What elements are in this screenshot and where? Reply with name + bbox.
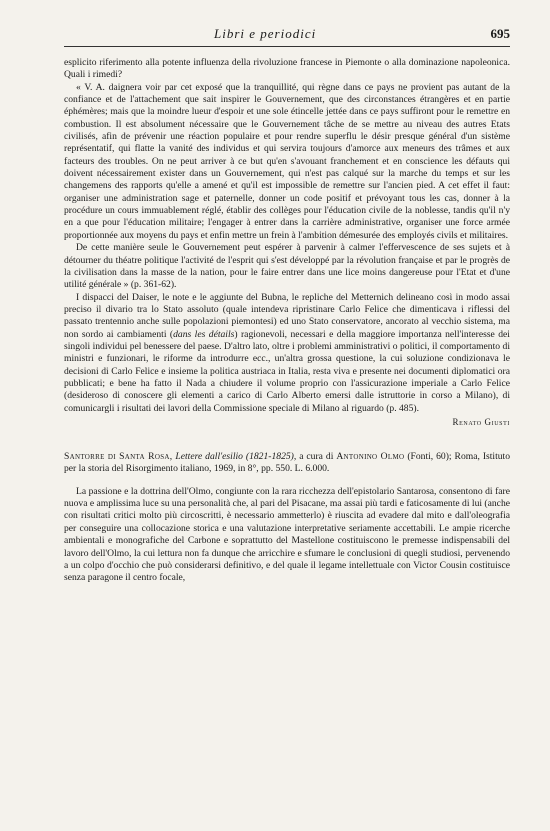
page-header (64, 26, 510, 47)
review-citation (64, 451, 510, 476)
review-editor: Antonino Olmo (336, 450, 405, 462)
section-spacer (64, 427, 510, 451)
running-title: Libri e periodici (214, 26, 317, 41)
article-continuation (64, 57, 510, 427)
opening-paragraph: esplicito riferimento alla potente influenza della rivoluzione francese in Piemonte o alla dominazione napoleonica. Quali i rimedi? (64, 57, 510, 81)
review-details: (Fonti, 60); Roma, Istituto per la storia del Risorgimento italiano, 1969, in 8°, pp. 550. L. 6.000. (64, 450, 511, 475)
closing-paragraph-part1: I dispacci del Daiser, le note e le aggiunte del Bubna, le repliche del Metternich delineano così in modo assai preciso il divario tra lo Stato assoluto (quale intendeva ripristinare Carlo Felice che dimenticava i riflessi del passato trentennio anche sulle popolazioni piemontesi) ed uno Stato conservatore, ancorato al vecchio sistema, ma non sordo ai cambiamenti ( (64, 291, 510, 340)
author-signature: Renato Giusti (452, 416, 510, 427)
review-body: La passione e la dottrina dell'Olmo, congiunte con la rara ricchezza dell'epistolario Santarosa, consentono di fare nuova e amplissima luce su una personalità che, al pari del Pisacane, ma assai più tardi e faticosamente di lui (anche con risultati critici molto più circoscritti, è necessario ammetterlo) è riuscita ad evadere dal mito e dall'oleografia per conseguire una collocazione storica e una valutazione interpretative seriamente accettabili. Le ampie ricerche ambientali e monografiche del Carbone e soprattutto del Mastellone costituiscono le premesse indispensabili del lavoro dell'Olmo, la cui lettura non fa dunque che arricchire e sfumare le conclusioni di quegli studiosi, pervenendo a un colpo d'occhio che può considerarsi definitivo, e del quale il legame intellettuale con Victor Cousin costituisce senza paragone il centro focale, (64, 485, 510, 584)
book-review (64, 451, 510, 585)
page-number: 695 (490, 26, 510, 41)
quote-paragraph-1: « V. A. daignera voir par cet exposé que la tranquillité, qui règne dans ce pays ne provient pas autant de la confiance et de l'attachement que sait inspirer le Gouvernement, que des circonstances étrangères et en partie éphémères; mais que la moindre lueur d'espoir et une sole étincelle jettée dans ce pays suffiront pour le remettre en combustion. Il est absolument nécessaire que le Gouvernement tâche de se mettre au niveau des autres Etats civilisés, afin de prévenir une réaction populaire et pour rendre superflu le désir presque général d'un sistème représentatif, qui flatte la vanité des individus et qui servira toujours d'amorce aux meneurs des trâmes et aux facteurs des troubles. On ne peut arriver à ce but qu'en s'avouant franchement et en conscience les défauts qui doivent nécessairement exister dans un Gouvernement, qui n'est pas calqué sur la marche du temps et sur les changemens des rapports qu'elle a amené et qu'il est impossible de remettre sur l'ancien pied. A cet effet il faut: organiser une administration sage et paternelle, donner un code positif et prévoyant tous les cas, donner à la procédure un cours immuablement réglé, établir des collèges pour l'éducation civile de la noblesse, tandis qu'il n'y en a que pour l'éducation militaire; l'engager à entrer dans la carrière administrative, organiser une force armée proportionnée aux moyens du pays et enfin mettre un frein à l'ambition démesurée des employés civils et militaires. (64, 81, 510, 241)
review-author: Santorre di Santa Rosa, (64, 450, 173, 462)
closing-paragraph (64, 292, 510, 415)
closing-paragraph-part2: ) ragionevoli, necessari e della maggiore importanza nell'interesse dei singoli individui pel benessere del paese. D'altro lato, oltre i problemi amministrativi o politici, il comportamento di ministri e funzionari, le riforme da introdurre ecc., un'altra grossa questione, la cui soluzione condizionava le decisioni di Carlo Felice e insieme la politica austriaca in Italia, resta viva e presente nei documenti diplomatici ora pubblicati; e bene ha fatto il Nada a chiudere il volume proprio con l'assicurazione imperiale a Carlo Felice (desideroso di conoscere gli elementi a carico di Carlo Alberto emersi dalle istruttorie in corso a Milano), di comunicargli i risultati dei lavori della Commissione speciale di Milano al riguardo (p. 485). (64, 328, 510, 414)
review-edited-by: , a cura di (293, 450, 334, 462)
closing-paragraph-italic: dans les détails (173, 328, 235, 340)
review-title: Lettere dall'esilio (1821-1825) (175, 450, 294, 462)
quote-paragraph-2: De cette manière seule le Gouvernement peut espérer à parvenir à calmer l'effervescence de ses sujets et à détourner du théatre politique l'activité de l'esprit qui s'est développé par la révolution française et par le progrès de la civilisation dans la masse de la nation, pour le faire entrer dans une lice moins dangereuse pour l'Etat et d'une utilité générale » (p. 361-62). (64, 242, 510, 291)
